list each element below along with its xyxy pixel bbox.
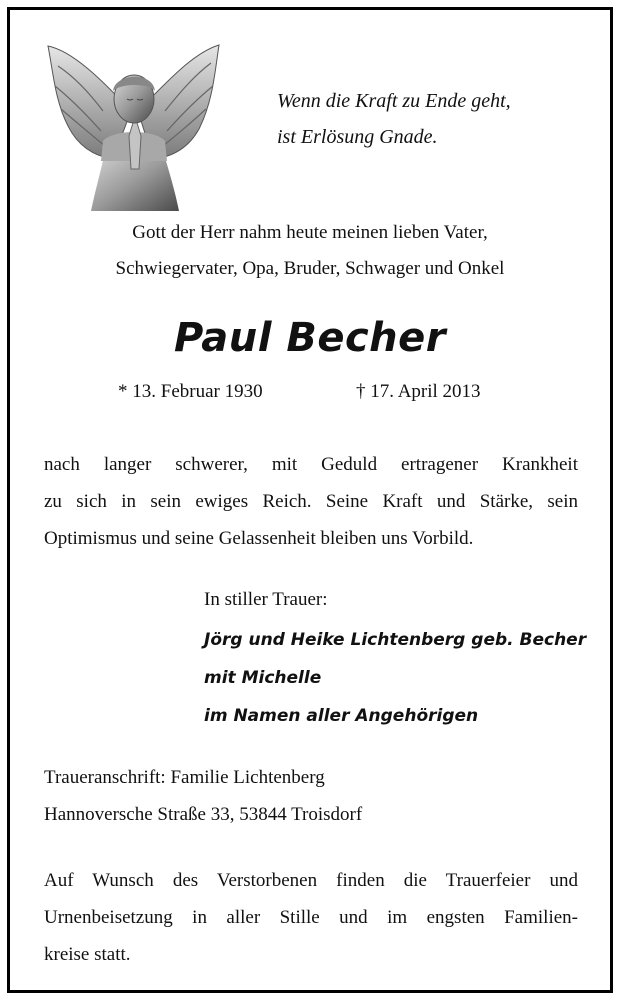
address-line-1: Traueranschrift: Familie Lichtenberg (44, 767, 325, 788)
motto-line-2: ist Erlösung Gnade. (277, 126, 438, 148)
mourning-label: In stiller Trauer: (204, 589, 328, 610)
closing-line-3: kreise statt. (44, 944, 131, 965)
intro-line-1: Gott der Herr nahm heute meinen lieben Vater, (132, 222, 488, 243)
family-line-2: mit Michelle (204, 668, 322, 688)
family-line-1: Jörg und Heike Lichtenberg geb. Becher (204, 630, 587, 650)
body-line-1: nach langer schwerer, mit Geduld ertragener Krankheit (44, 454, 578, 475)
deceased-name: Paul Becher (173, 315, 447, 361)
obituary-notice (7, 7, 613, 993)
intro-line-2: Schwiegervater, Opa, Bruder, Schwager und Onkel (115, 258, 505, 279)
address-line-2: Hannoversche Straße 33, 53844 Troisdorf (44, 804, 363, 825)
birth-date: * 13. Februar 1930 (118, 381, 263, 402)
body-line-3: Optimismus und seine Gelassenheit bleiben uns Vorbild. (44, 528, 474, 549)
angel-statue-image (43, 41, 223, 211)
family-line-3: im Namen aller Angehörigen (204, 706, 479, 726)
body-line-2: zu sich in sein ewiges Reich. Seine Kraft und Stärke, sein (44, 491, 578, 512)
motto-line-1: Wenn die Kraft zu Ende geht, (277, 90, 511, 112)
closing-line-2: Urnenbeisetzung in aller Stille und im engsten Familien- (44, 907, 578, 928)
closing-line-1: Auf Wunsch des Verstorbenen finden die Trauerfeier und (44, 870, 578, 891)
death-date: † 17. April 2013 (356, 381, 481, 402)
